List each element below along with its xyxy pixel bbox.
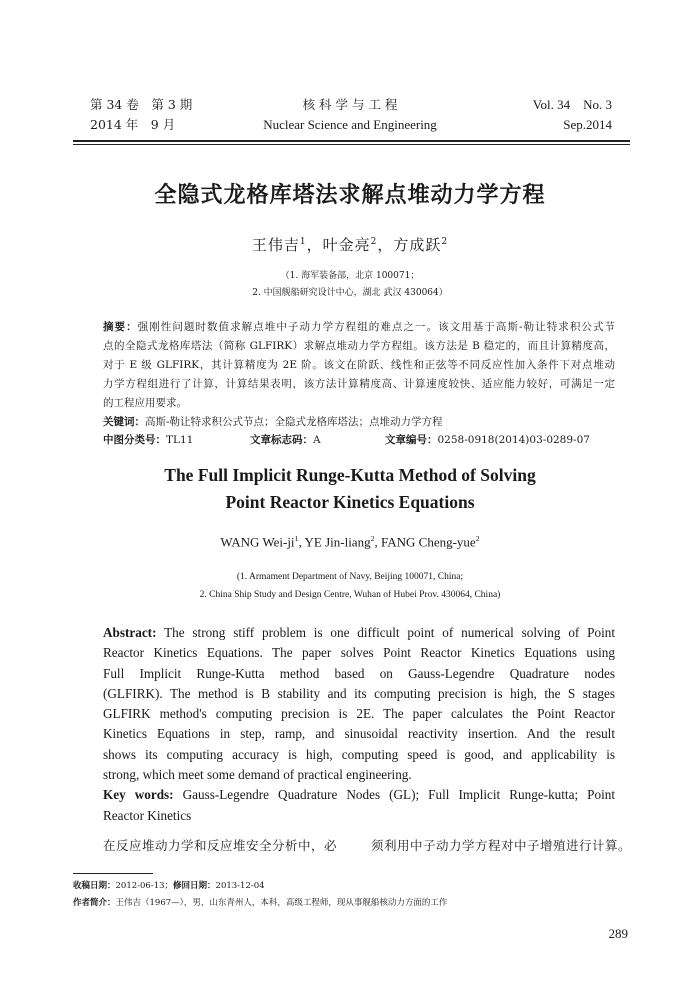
- keywords-en-line: Gauss-Legendre Quadrature Nodes (GL); Full Implicit Runge-kutta; Point: [182, 787, 615, 803]
- abstract-cn-line: 点的全隐式龙格库塔法（简称 GLFIRK）求解点堆动力学方程组。该方法是 B 稳定的，而且计算精度高，: [103, 340, 615, 352]
- authors-en: WANG Wei-$ji^1$, YE Jin-liang$^2$, FANG Cheng-yue$^2$: [220, 534, 480, 550]
- article-number-label: 文章编号：: [385, 434, 438, 446]
- article-number-value: 0258-0918(2014)03-0289-07: [437, 434, 590, 446]
- author-cn-2: 叶金亮: [322, 236, 371, 254]
- author-en-1-sup: 1: [294, 534, 299, 543]
- author-cn-2-sup: 2: [370, 237, 378, 247]
- body-cn-right-column: 须利用中子动力学方程对中子增殖进行计算。: [371, 838, 632, 853]
- title-en-line-2: Point Reactor Kinetics Equations: [225, 492, 475, 512]
- bio-text: 王伟吉（1967—），男，山东青州人，本科，高级工程师，现从事舰船核动力方面的工作: [115, 898, 448, 908]
- author-en-1: WANG Wei-ji: [220, 534, 295, 550]
- doc-code-label: 文章标志码：: [250, 434, 313, 446]
- abstract-cn-line: 对于 E 级 GLFIRK，其计算精度为 2E 阶。该文在阶跃、线性和正弦等不同反应性加入条件下对点堆动: [103, 359, 615, 371]
- header-journal-en: Nuclear Science and Engineering: [263, 117, 437, 132]
- abstract-cn-line: 的工程应用要求。: [103, 397, 187, 409]
- page-number: 289: [608, 926, 628, 941]
- abstract-cn-line: 强刚性问题时数值求解点堆中子动力学方程组的难点之一。该文用基于高斯-勒让特求积公式节: [137, 321, 616, 333]
- abstract-en-line: strong, which meet some demand of practical engineering.: [103, 767, 412, 783]
- abstract-en-label: Abstract:: [103, 625, 157, 640]
- bio-label: 作者简介：: [73, 898, 116, 908]
- abstract-en-line: Full Implicit Runge-Kutta method based on Gauss-Legendre Quadrature nodes: [103, 665, 615, 681]
- header-volume-issue-cn: 第 34 卷 第 3 期: [90, 97, 193, 112]
- keywords-cn-text: 高斯-勒让特求积公式节点；全隐式龙格库塔法；点堆动力学方程: [145, 416, 443, 428]
- header-year-month-cn: 2014 年 9 月: [90, 117, 176, 132]
- abstract-en-line: Reactor Kinetics Equations. The paper solves Point Reactor Kinetics Equations using: [103, 645, 615, 661]
- authors-cn: 王伟吉$^1$，叶金亮$^2$，方成跃$^2$: [251, 236, 449, 254]
- title-cn: 全隐式龙格库塔法求解点堆动力学方程: [154, 183, 546, 208]
- author-en-3: FANG Cheng-yue: [380, 534, 476, 550]
- affiliation-en-2: 2. China Ship Study and Design Centre, Wuhan of Hubei Prov. 430064, China): [199, 590, 501, 600]
- footnote-author-bio: [73, 896, 633, 911]
- keywords-en-label: Key words:: [103, 787, 174, 803]
- doc-code-value: A: [313, 434, 321, 446]
- abstract-en: [103, 623, 615, 826]
- clc-value: TL11: [166, 434, 194, 446]
- received-label: 收稿日期：: [73, 881, 116, 891]
- header-rule-thick: [73, 140, 630, 142]
- abstract-cn-label: 摘要：: [103, 321, 138, 333]
- abstract-en-line: Kinetics Equations in step, ramp, and sinusoidal reactivity insertion. And the result: [103, 726, 615, 742]
- header-volume-issue-en: Vol. 34 No. 3: [532, 97, 612, 112]
- title-en-line-1: The Full Implicit Runge-Kutta Method of Solving: [164, 465, 536, 485]
- affiliation-cn-1: （1. 海军装备部，北京 100071；: [280, 271, 420, 281]
- clc-label: 中图分类号：: [103, 434, 166, 446]
- author-cn-1: 王伟吉: [251, 236, 300, 254]
- author-cn-3: 方成跃: [393, 236, 442, 254]
- author-cn-1-sup: 1: [299, 237, 307, 247]
- clc-number: [103, 432, 193, 447]
- footnote-rule: [73, 873, 153, 874]
- revised-date: 2013-12-04: [215, 881, 265, 891]
- revised-label: 修回日期：: [173, 881, 216, 891]
- article-number: [385, 432, 590, 447]
- abstract-cn-line: 力学方程组进行了计算，计算结果表明，该方法计算精度高、计算速度较快、适应能力较好，可满足一定: [103, 378, 615, 390]
- affiliation-en-1: (1. Armament Department of Navy, Beijing 100071, China;: [236, 572, 464, 582]
- body-cn-left-column: 在反应堆动力学和反应堆安全分析中，必: [103, 838, 338, 853]
- author-en-2: YE Jin-liang: [304, 534, 371, 550]
- keywords-en-line: Reactor Kinetics: [103, 807, 192, 823]
- document-code: [250, 432, 321, 447]
- abstract-en-line: GLFIRK method's computing precision is 2E. The paper calculates the Point Reactor: [103, 706, 615, 722]
- abstract-cn: [103, 318, 615, 432]
- header-date-en: Sep.2014: [563, 117, 612, 132]
- author-cn-3-sup: 2: [441, 237, 449, 247]
- received-date: 2012-06-13；: [115, 881, 174, 891]
- abstract-en-line: The strong stiff problem is one difficult point of numerical solving of Point: [164, 625, 615, 640]
- author-en-3-sup: 2: [475, 534, 480, 543]
- header-journal-cn: 核 科 学 与 工 程: [302, 97, 398, 112]
- footnote-dates: [73, 879, 265, 894]
- keywords-cn-label: 关键词：: [103, 416, 145, 428]
- abstract-en-line: shows its computing accuracy is high, computing speed is good, and applicability is: [103, 746, 615, 762]
- header-rule-thin: [73, 144, 630, 145]
- abstract-en-line: (GLFIRK). The method is B stability and its computing precision is high, the S stages: [103, 685, 615, 701]
- affiliation-cn-2: 2. 中国舰船研究设计中心，湖北 武汉 430064）: [252, 288, 448, 298]
- author-en-2-sup: 2: [370, 534, 375, 543]
